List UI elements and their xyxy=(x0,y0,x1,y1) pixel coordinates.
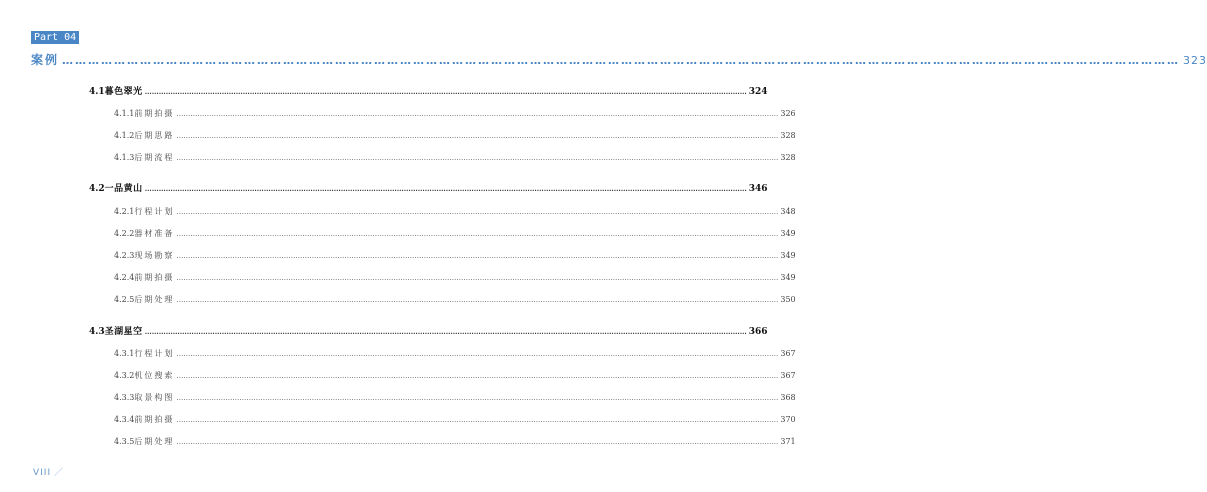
subsection-number: 4.3.2 xyxy=(114,371,135,380)
page-footer xyxy=(33,465,64,478)
page-number: 328 xyxy=(780,153,796,162)
dot-leader: …………………………………………………………………………………………………………………………………………………………………………………………………………………………………… xyxy=(176,132,779,140)
toc-subsection[interactable] xyxy=(114,130,796,141)
dot-leader: …………………………………………………………………………………………………………………………………………………………………………………………………………………………………… xyxy=(176,252,779,260)
section-number: 4.2 xyxy=(89,184,105,194)
toc-section[interactable] xyxy=(89,84,768,97)
part-page-number: 323 xyxy=(1183,54,1207,67)
toc-subsection[interactable] xyxy=(114,436,796,447)
dot-leader: …………………………………………………………………………………………………………………………………………………………………………………………………………………………………… xyxy=(176,274,779,282)
section-title: 圣湖星空 xyxy=(104,327,143,337)
subsection-title: 后期思路 xyxy=(134,131,175,140)
toc-subsection[interactable] xyxy=(114,250,796,261)
toc-subsection[interactable] xyxy=(114,294,796,305)
page-number: 367 xyxy=(780,349,796,358)
section-title: 暮色翠光 xyxy=(104,87,143,97)
subsection-title: 前期拍摄 xyxy=(134,273,175,282)
subsection-title: 后期处理 xyxy=(134,437,175,446)
dot-leader: …………………………………………………………………………………………………………………………………………………………………………………………………………………………………… xyxy=(176,230,779,238)
section-number: 4.1 xyxy=(89,87,105,97)
folio: VIII xyxy=(33,468,52,478)
subsection-title: 后期流程 xyxy=(134,153,175,162)
subsection-number: 4.1.1 xyxy=(114,109,135,118)
page-number: 349 xyxy=(780,273,796,282)
dot-leader: …………………………………………………………………………………………………………………………………………………………………………………………………………………………………… xyxy=(176,350,779,358)
page-number: 367 xyxy=(780,371,796,380)
subsection-number: 4.2.1 xyxy=(114,207,135,216)
page-number: 328 xyxy=(780,131,796,140)
toc-section[interactable] xyxy=(89,324,768,337)
section-number: 4.3 xyxy=(89,327,105,337)
subsection-number: 4.2.4 xyxy=(114,273,135,282)
page-number: 370 xyxy=(780,415,796,424)
subsection-number: 4.3.4 xyxy=(114,415,135,424)
dot-leader: …………………………………………………………………………………………………………………………………………………………………………………………………………………………………… xyxy=(62,54,1181,67)
subsection-number: 4.3.3 xyxy=(114,393,135,402)
dot-leader: …………………………………………………………………………………………………………………………………………………………………………………………………………………………………… xyxy=(176,372,779,380)
page-number: 326 xyxy=(780,109,796,118)
page-number: 371 xyxy=(780,437,796,446)
subsection-number: 4.3.5 xyxy=(114,437,135,446)
subsection-title: 后期处理 xyxy=(134,295,175,304)
subsection-title: 行程计划 xyxy=(134,207,175,216)
subsection-number: 4.2.5 xyxy=(114,295,135,304)
page-number: 348 xyxy=(780,207,796,216)
dot-leader: …………………………………………………………………………………………………………………………………………………………………………………………………………………………………… xyxy=(176,416,779,424)
page-number: 368 xyxy=(780,393,796,402)
subsection-number: 4.2.2 xyxy=(114,229,135,238)
toc-subsection[interactable] xyxy=(114,228,796,239)
page-number: 350 xyxy=(780,295,796,304)
dot-leader: …………………………………………………………………………………………………………………………………………………………………………………………………………………………………… xyxy=(144,327,747,336)
page-number: 349 xyxy=(780,229,796,238)
subsection-title: 取景构图 xyxy=(134,393,175,402)
page-number: 366 xyxy=(748,327,768,337)
dot-leader: …………………………………………………………………………………………………………………………………………………………………………………………………………………………………… xyxy=(176,208,779,216)
page-number: 349 xyxy=(780,251,796,260)
subsection-title: 器材准备 xyxy=(134,229,175,238)
dot-leader: …………………………………………………………………………………………………………………………………………………………………………………………………………………………………… xyxy=(176,438,779,446)
dot-leader: …………………………………………………………………………………………………………………………………………………………………………………………………………………………………… xyxy=(144,184,747,193)
toc-subsection[interactable] xyxy=(114,206,796,217)
part-title: 案例 xyxy=(31,53,60,67)
part-heading[interactable] xyxy=(31,51,1207,68)
subsection-title: 前期拍摄 xyxy=(134,415,175,424)
subsection-title: 现场勘察 xyxy=(134,251,175,260)
toc-subsection[interactable] xyxy=(114,414,796,425)
subsection-number: 4.1.2 xyxy=(114,131,135,140)
subsection-number: 4.3.1 xyxy=(114,349,135,358)
dot-leader: …………………………………………………………………………………………………………………………………………………………………………………………………………………………………… xyxy=(144,87,747,96)
dot-leader: …………………………………………………………………………………………………………………………………………………………………………………………………………………………………… xyxy=(176,110,779,118)
slash-ornament: ／ xyxy=(54,468,65,478)
dot-leader: …………………………………………………………………………………………………………………………………………………………………………………………………………………………………… xyxy=(176,296,779,304)
toc-section[interactable] xyxy=(89,181,768,194)
subsection-title: 行程计划 xyxy=(134,349,175,358)
toc-subsection[interactable] xyxy=(114,370,796,381)
part-badge: Part 04 xyxy=(31,31,79,44)
subsection-title: 机位搜索 xyxy=(134,371,175,380)
dot-leader: …………………………………………………………………………………………………………………………………………………………………………………………………………………………………… xyxy=(176,154,779,162)
dot-leader: …………………………………………………………………………………………………………………………………………………………………………………………………………………………………… xyxy=(176,394,779,402)
section-title: 一品黄山 xyxy=(104,184,143,194)
toc-subsection[interactable] xyxy=(114,272,796,283)
subsection-number: 4.2.3 xyxy=(114,251,135,260)
toc-subsection[interactable] xyxy=(114,348,796,359)
toc-subsection[interactable] xyxy=(114,108,796,119)
subsection-title: 前期拍摄 xyxy=(134,109,175,118)
page-number: 324 xyxy=(748,87,768,97)
page-number: 346 xyxy=(748,184,768,194)
toc-subsection[interactable] xyxy=(114,392,796,403)
toc-subsection[interactable] xyxy=(114,152,796,163)
subsection-number: 4.1.3 xyxy=(114,153,135,162)
